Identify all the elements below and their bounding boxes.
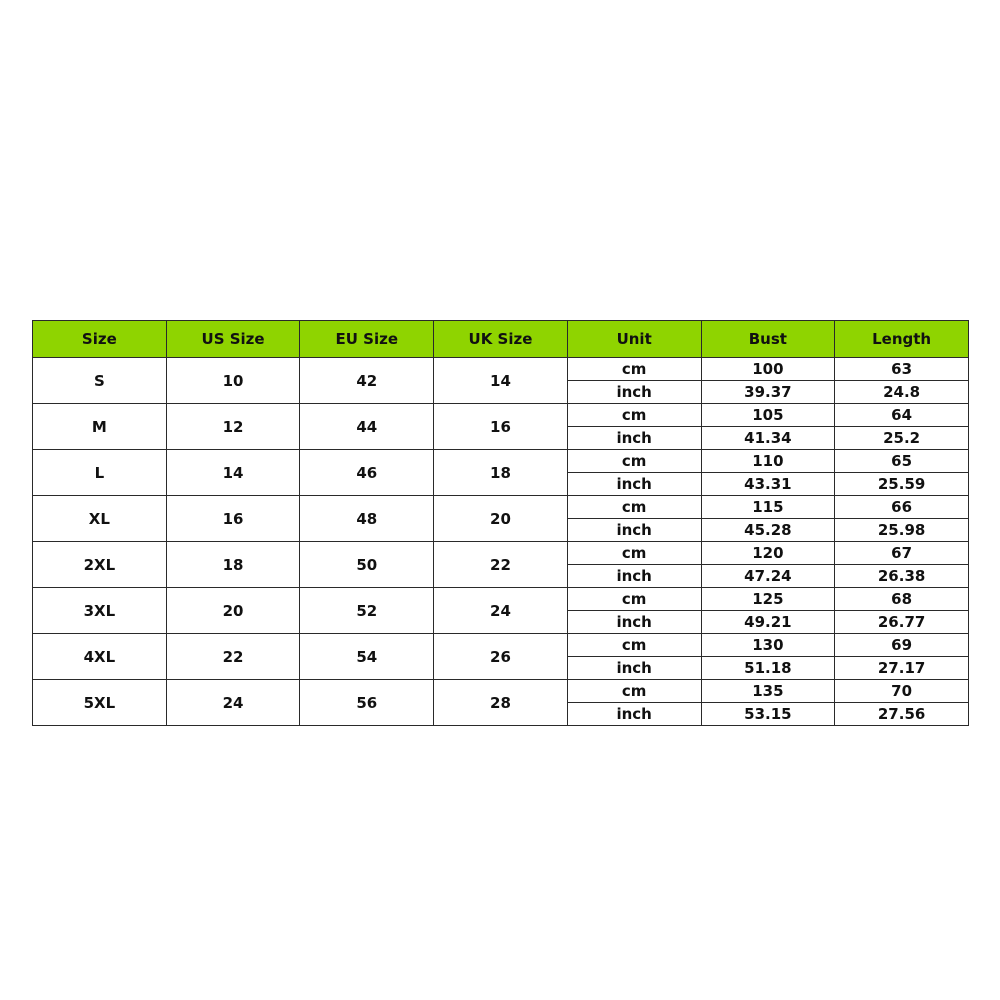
- unit-cell: inch: [567, 519, 701, 542]
- unit-cell: cm: [567, 634, 701, 657]
- size-cell: L: [33, 450, 167, 496]
- bust-cell: 49.21: [701, 611, 835, 634]
- bust-cell: 120: [701, 542, 835, 565]
- length-cell: 65: [835, 450, 969, 473]
- unit-cell: inch: [567, 657, 701, 680]
- length-cell: 27.17: [835, 657, 969, 680]
- unit-cell: cm: [567, 404, 701, 427]
- table-row: [33, 496, 969, 519]
- length-cell: 25.2: [835, 427, 969, 450]
- size-cell: 3XL: [33, 588, 167, 634]
- bust-cell: 110: [701, 450, 835, 473]
- size-cell: 4XL: [33, 634, 167, 680]
- header-row: [33, 321, 969, 358]
- length-cell: 25.98: [835, 519, 969, 542]
- header-size: Size: [33, 321, 167, 358]
- header-unit: Unit: [567, 321, 701, 358]
- length-cell: 69: [835, 634, 969, 657]
- unit-cell: cm: [567, 588, 701, 611]
- uk-size-cell: 14: [434, 358, 568, 404]
- bust-cell: 39.37: [701, 381, 835, 404]
- uk-size-cell: 20: [434, 496, 568, 542]
- unit-cell: cm: [567, 680, 701, 703]
- length-cell: 26.38: [835, 565, 969, 588]
- header-length: Length: [835, 321, 969, 358]
- unit-cell: inch: [567, 611, 701, 634]
- us-size-cell: 14: [166, 450, 300, 496]
- header-uk-size: UK Size: [434, 321, 568, 358]
- header-bust: Bust: [701, 321, 835, 358]
- bust-cell: 115: [701, 496, 835, 519]
- table-row: [33, 680, 969, 703]
- bust-cell: 125: [701, 588, 835, 611]
- bust-cell: 43.31: [701, 473, 835, 496]
- us-size-cell: 16: [166, 496, 300, 542]
- size-chart-table: [32, 320, 969, 726]
- uk-size-cell: 24: [434, 588, 568, 634]
- eu-size-cell: 42: [300, 358, 434, 404]
- uk-size-cell: 28: [434, 680, 568, 726]
- bust-cell: 47.24: [701, 565, 835, 588]
- us-size-cell: 12: [166, 404, 300, 450]
- unit-cell: cm: [567, 542, 701, 565]
- uk-size-cell: 22: [434, 542, 568, 588]
- size-cell: S: [33, 358, 167, 404]
- length-cell: 67: [835, 542, 969, 565]
- uk-size-cell: 26: [434, 634, 568, 680]
- table-row: [33, 450, 969, 473]
- table-row: [33, 358, 969, 381]
- us-size-cell: 18: [166, 542, 300, 588]
- eu-size-cell: 46: [300, 450, 434, 496]
- unit-cell: cm: [567, 358, 701, 381]
- bust-cell: 53.15: [701, 703, 835, 726]
- eu-size-cell: 48: [300, 496, 434, 542]
- table-row: [33, 634, 969, 657]
- header-us-size: US Size: [166, 321, 300, 358]
- us-size-cell: 10: [166, 358, 300, 404]
- us-size-cell: 22: [166, 634, 300, 680]
- eu-size-cell: 44: [300, 404, 434, 450]
- length-cell: 68: [835, 588, 969, 611]
- unit-cell: inch: [567, 565, 701, 588]
- bust-cell: 135: [701, 680, 835, 703]
- unit-cell: inch: [567, 381, 701, 404]
- unit-cell: cm: [567, 496, 701, 519]
- length-cell: 26.77: [835, 611, 969, 634]
- length-cell: 66: [835, 496, 969, 519]
- bust-cell: 41.34: [701, 427, 835, 450]
- us-size-cell: 24: [166, 680, 300, 726]
- header-eu-size: EU Size: [300, 321, 434, 358]
- unit-cell: inch: [567, 703, 701, 726]
- eu-size-cell: 52: [300, 588, 434, 634]
- bust-cell: 51.18: [701, 657, 835, 680]
- table-row: [33, 404, 969, 427]
- unit-cell: cm: [567, 450, 701, 473]
- length-cell: 24.8: [835, 381, 969, 404]
- size-cell: M: [33, 404, 167, 450]
- length-cell: 27.56: [835, 703, 969, 726]
- size-cell: 5XL: [33, 680, 167, 726]
- bust-cell: 100: [701, 358, 835, 381]
- unit-cell: inch: [567, 473, 701, 496]
- bust-cell: 45.28: [701, 519, 835, 542]
- bust-cell: 130: [701, 634, 835, 657]
- bust-cell: 105: [701, 404, 835, 427]
- table-header: [33, 321, 969, 358]
- length-cell: 63: [835, 358, 969, 381]
- eu-size-cell: 56: [300, 680, 434, 726]
- unit-cell: inch: [567, 427, 701, 450]
- size-cell: 2XL: [33, 542, 167, 588]
- length-cell: 25.59: [835, 473, 969, 496]
- table-row: [33, 542, 969, 565]
- us-size-cell: 20: [166, 588, 300, 634]
- uk-size-cell: 18: [434, 450, 568, 496]
- length-cell: 70: [835, 680, 969, 703]
- table-body: [33, 358, 969, 726]
- length-cell: 64: [835, 404, 969, 427]
- size-cell: XL: [33, 496, 167, 542]
- table-row: [33, 588, 969, 611]
- eu-size-cell: 50: [300, 542, 434, 588]
- eu-size-cell: 54: [300, 634, 434, 680]
- uk-size-cell: 16: [434, 404, 568, 450]
